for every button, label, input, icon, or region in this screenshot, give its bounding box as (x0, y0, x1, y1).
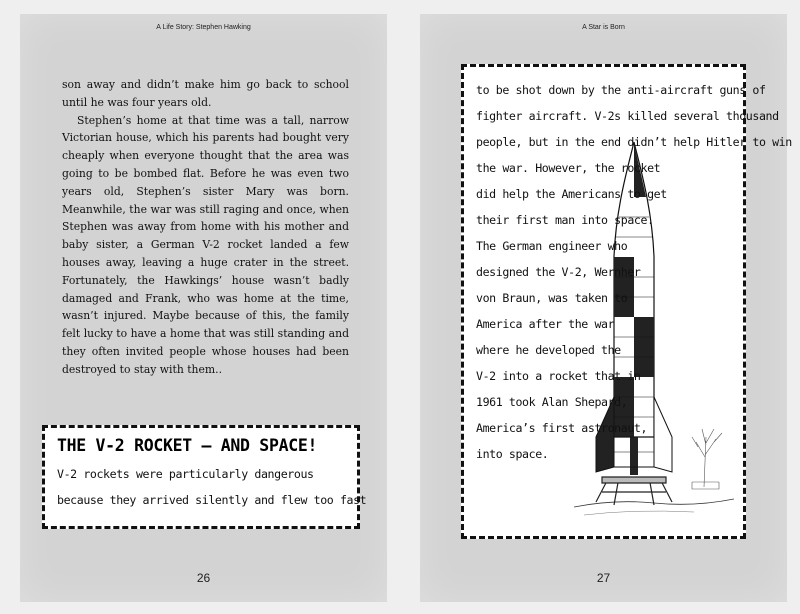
sidebar-line: von Braun, was taken to (476, 291, 628, 305)
running-head-left: A Life Story: Stephen Hawking (156, 24, 251, 31)
sidebar-line: to be shot down by the anti-aircraft guns of (476, 83, 766, 97)
sidebar-line: did help the Americans to get (476, 187, 667, 201)
sidebar-line: 1961 took Alan Shepard, (476, 395, 628, 409)
sidebar-line: people, but in the end didn’t help Hitler to win (476, 135, 792, 149)
sidebar-line: V-2 rockets were particularly dangerous (57, 467, 314, 481)
paragraph: son away and didn’t make him go back to school until he was four years old. (62, 78, 349, 109)
sidebar-line: because they arrived silently and flew too fast (57, 493, 367, 507)
sidebar-line: where he developed the (476, 343, 621, 357)
sidebar-line: the war. However, the rocket (476, 161, 661, 175)
sidebar-line: designed the V-2, Wernher (476, 265, 641, 279)
sidebar-title: THE V-2 ROCKET – AND SPACE! (57, 436, 318, 455)
sidebar-line: The German engineer who (476, 239, 628, 253)
sidebar-line: their first man into space. (476, 213, 654, 227)
sidebar-line: into space. (476, 447, 549, 461)
sidebar-box-v2 (42, 425, 367, 529)
right-page (420, 14, 792, 602)
running-head-right: A Star is Born (582, 24, 625, 31)
page-number-right: 27 (596, 571, 611, 585)
sidebar-box-rocket (461, 64, 792, 539)
sidebar-line: V-2 into a rocket that in (476, 369, 641, 383)
sidebar-line: America’s first astronaut, (476, 421, 648, 435)
page-number-left: 26 (196, 571, 211, 585)
sidebar-line: fighter aircraft. V-2s killed several thousand (476, 109, 779, 123)
paragraph: Stephen’s home at that time was a tall, narrow Victorian house, which his parents had bought very cheaply when everyone thought that the area was going to be bombed flat. Before he was even two years old, Stephen’s sister Mary was born. Meanwhile, the war was still raging and once, when Stephen was away from home with his mother and baby sister, a German V-2 rocket landed a few houses away, leaving a huge crater in the street. Fortunately, the Hawkings’ house wasn’t badly damaged and Frank, who was home at the time, wasn’t injured. Maybe because of this, the family felt lucky to have a home that was still standing and they often invited people whose houses had been destroyed to stay with them.. (62, 113, 349, 376)
body-text (62, 76, 349, 379)
sidebar-line: America after the war (476, 317, 615, 331)
left-page (20, 14, 387, 602)
